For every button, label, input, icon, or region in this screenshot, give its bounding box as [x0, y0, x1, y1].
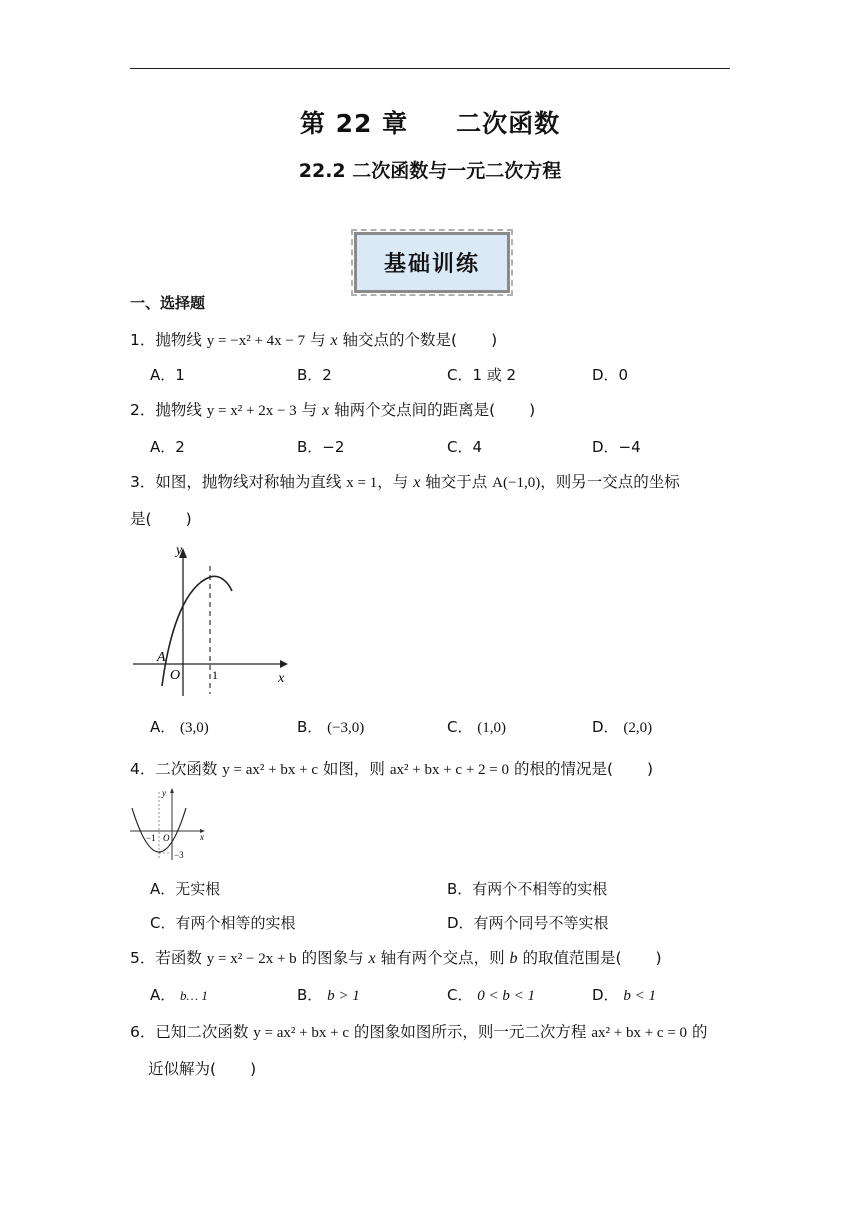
- q1-option-a[interactable]: A．1: [150, 366, 185, 384]
- chapter-number: 第 22 章: [299, 109, 409, 138]
- q4-option-d[interactable]: D．有两个同号不等实根: [447, 914, 609, 932]
- q4-graph-y-label: y: [162, 788, 166, 798]
- q3-option-b[interactable]: B． (−3,0): [297, 718, 365, 736]
- q3-option-c[interactable]: C． (1,0): [447, 718, 507, 736]
- q3-option-d[interactable]: D． (2,0): [592, 718, 653, 736]
- q2-option-b[interactable]: B．−2: [297, 438, 345, 456]
- q2-option-a[interactable]: A．2: [150, 438, 185, 456]
- q2-option-c[interactable]: C．4: [447, 438, 483, 456]
- q1-option-d[interactable]: D．0: [592, 366, 629, 384]
- header-rule: [130, 68, 730, 69]
- q3-graph-y-label: y: [176, 543, 183, 558]
- question-2-stem: 2．抛物线 y = x² + 2x − 3 与 x 轴两个交点间的距离是( ): [130, 401, 536, 419]
- q4-graph-tick-neg1: −1: [146, 833, 156, 843]
- q6-expression: y = ax² + bx + c: [253, 1025, 349, 1041]
- section-title: 22.2 二次函数与一元二次方程: [298, 160, 562, 182]
- q4-option-a[interactable]: A．无实根: [150, 880, 221, 898]
- q3-graph-tick-1: 1: [212, 668, 218, 682]
- chapter-title: [0, 104, 860, 140]
- q4-graph-x-label: x: [200, 832, 204, 842]
- q5-option-b[interactable]: B． b > 1: [297, 986, 360, 1004]
- basic-training-badge: 基础训练: [354, 232, 510, 293]
- q1-option-c[interactable]: C．1 或 2: [447, 366, 517, 384]
- question-3-stem: 3．如图，抛物线对称轴为直线 x = 1，与 x 轴交于点 A(−1,0)，则另一交点的坐标: [130, 473, 680, 491]
- q6-equation: ax² + bx + c = 0: [591, 1025, 688, 1041]
- q4-option-c[interactable]: C．有两个相等的实根: [150, 914, 296, 932]
- q3-point-a: A(−1,0): [492, 475, 541, 491]
- q1-option-b[interactable]: B．2: [297, 366, 332, 384]
- question-4-stem: 4．二次函数 y = ax² + bx + c 如图，则 ax² + bx + c + 2 = 0 的根的情况是( ): [130, 760, 654, 778]
- q4-equation: ax² + bx + c + 2 = 0: [389, 762, 510, 778]
- q2-option-d[interactable]: D．−4: [592, 438, 641, 456]
- q3-graph-origin-label: O: [170, 668, 181, 683]
- q5-option-d[interactable]: D． b < 1: [592, 986, 656, 1004]
- q4-graph-tick-neg3: −3: [174, 850, 184, 860]
- q3-graph-a-label: A: [157, 650, 166, 665]
- question-6-stem-cont: 近似解为( ): [148, 1060, 257, 1078]
- question-6-stem: 6．已知二次函数 y = ax² + bx + c 的图象如图所示，则一元二次方程 ax² + bx + c = 0 的: [130, 1023, 708, 1041]
- q3-option-a[interactable]: A． (3,0): [150, 718, 209, 736]
- q5-expression: y = x² − 2x + b: [206, 951, 297, 967]
- question-5-stem: 5．若函数 y = x² − 2x + b 的图象与 x 轴有两个交点，则 b 的取值范围是( ): [130, 949, 662, 967]
- q4-parabola-graph: [128, 786, 210, 862]
- q3-line-equation: x = 1: [346, 475, 378, 491]
- question-1-stem: 1．抛物线 y = −x² + 4x − 7 与 x 轴交点的个数是( ): [130, 331, 498, 349]
- q5-option-c[interactable]: C． 0 < b < 1: [447, 986, 536, 1004]
- q4-expression: y = ax² + bx + c: [222, 762, 318, 778]
- q4-option-b[interactable]: B．有两个不相等的实根: [447, 880, 608, 898]
- q1-expression: y = −x² + 4x − 7: [206, 333, 306, 349]
- q2-expression: y = x² + 2x − 3: [206, 403, 297, 419]
- part-title: 一、选择题: [130, 294, 206, 312]
- q3-graph-x-label: x: [278, 671, 285, 686]
- q3-parabola-graph: [128, 536, 293, 701]
- question-3-stem-cont: 是( ): [130, 510, 192, 528]
- q4-graph-origin-label: O: [163, 833, 170, 843]
- q5-option-a[interactable]: A． b… 1: [150, 986, 208, 1004]
- chapter-name: 二次函数: [456, 109, 561, 138]
